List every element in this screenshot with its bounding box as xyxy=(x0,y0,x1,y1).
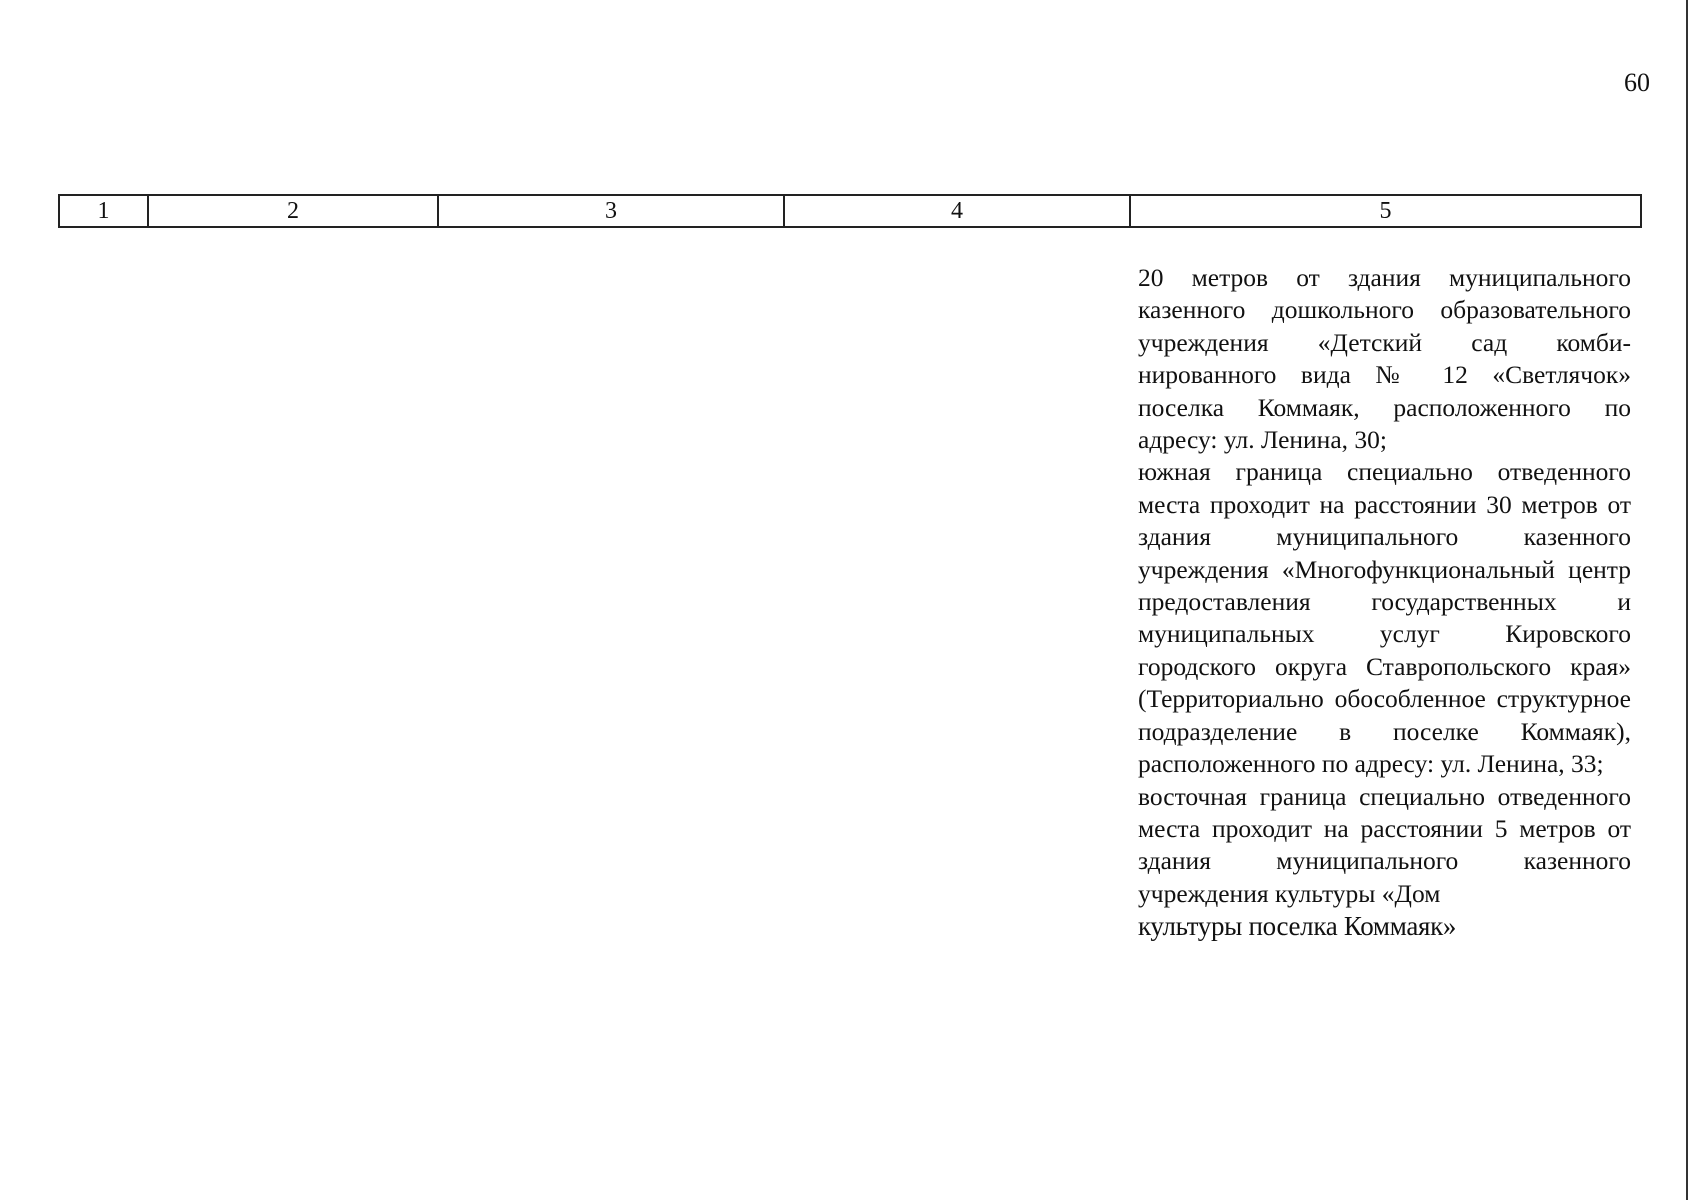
column-number-4: 4 xyxy=(784,195,1130,227)
paragraph-east-border-end: культуры поселка Коммаяк» xyxy=(1138,911,1457,942)
table-header-row xyxy=(58,194,1642,228)
paragraph-school-distance: 20 метров от здания муниципального казенного дошкольного образовательного учреждения «Детский сад комбинированного вида № 12 «Светлячок» поселка Коммаяк, расположенного по адресу: ул. Ленина, 30; xyxy=(1138,263,1631,455)
column-number-2: 2 xyxy=(148,195,438,227)
paragraph-east-border: восточная граница специально отведенного места проходит на расстоянии 5 метров от здания муниципального казенного учреждения культуры «Дом xyxy=(1138,781,1631,908)
paragraph-south-border: южная граница специально отведенного места проходит на расстоянии 30 метров от здания муниципального казенного учреждения «Многофункциональный центр предоставления государственных и муниципальных услуг Кировского городского округа Ставропольского края» (Территориально обособленное структурное подразделение в поселке Коммаяк), расположенного по адресу: ул. Ленина, 33; xyxy=(1138,457,1631,779)
page-edge-rule xyxy=(1686,0,1688,1200)
page-number: 60 xyxy=(1624,68,1650,97)
column-number-1: 1 xyxy=(59,195,148,227)
column-number-3: 3 xyxy=(438,195,784,227)
column-5-text xyxy=(1138,262,1631,943)
column-number-5: 5 xyxy=(1130,195,1641,227)
